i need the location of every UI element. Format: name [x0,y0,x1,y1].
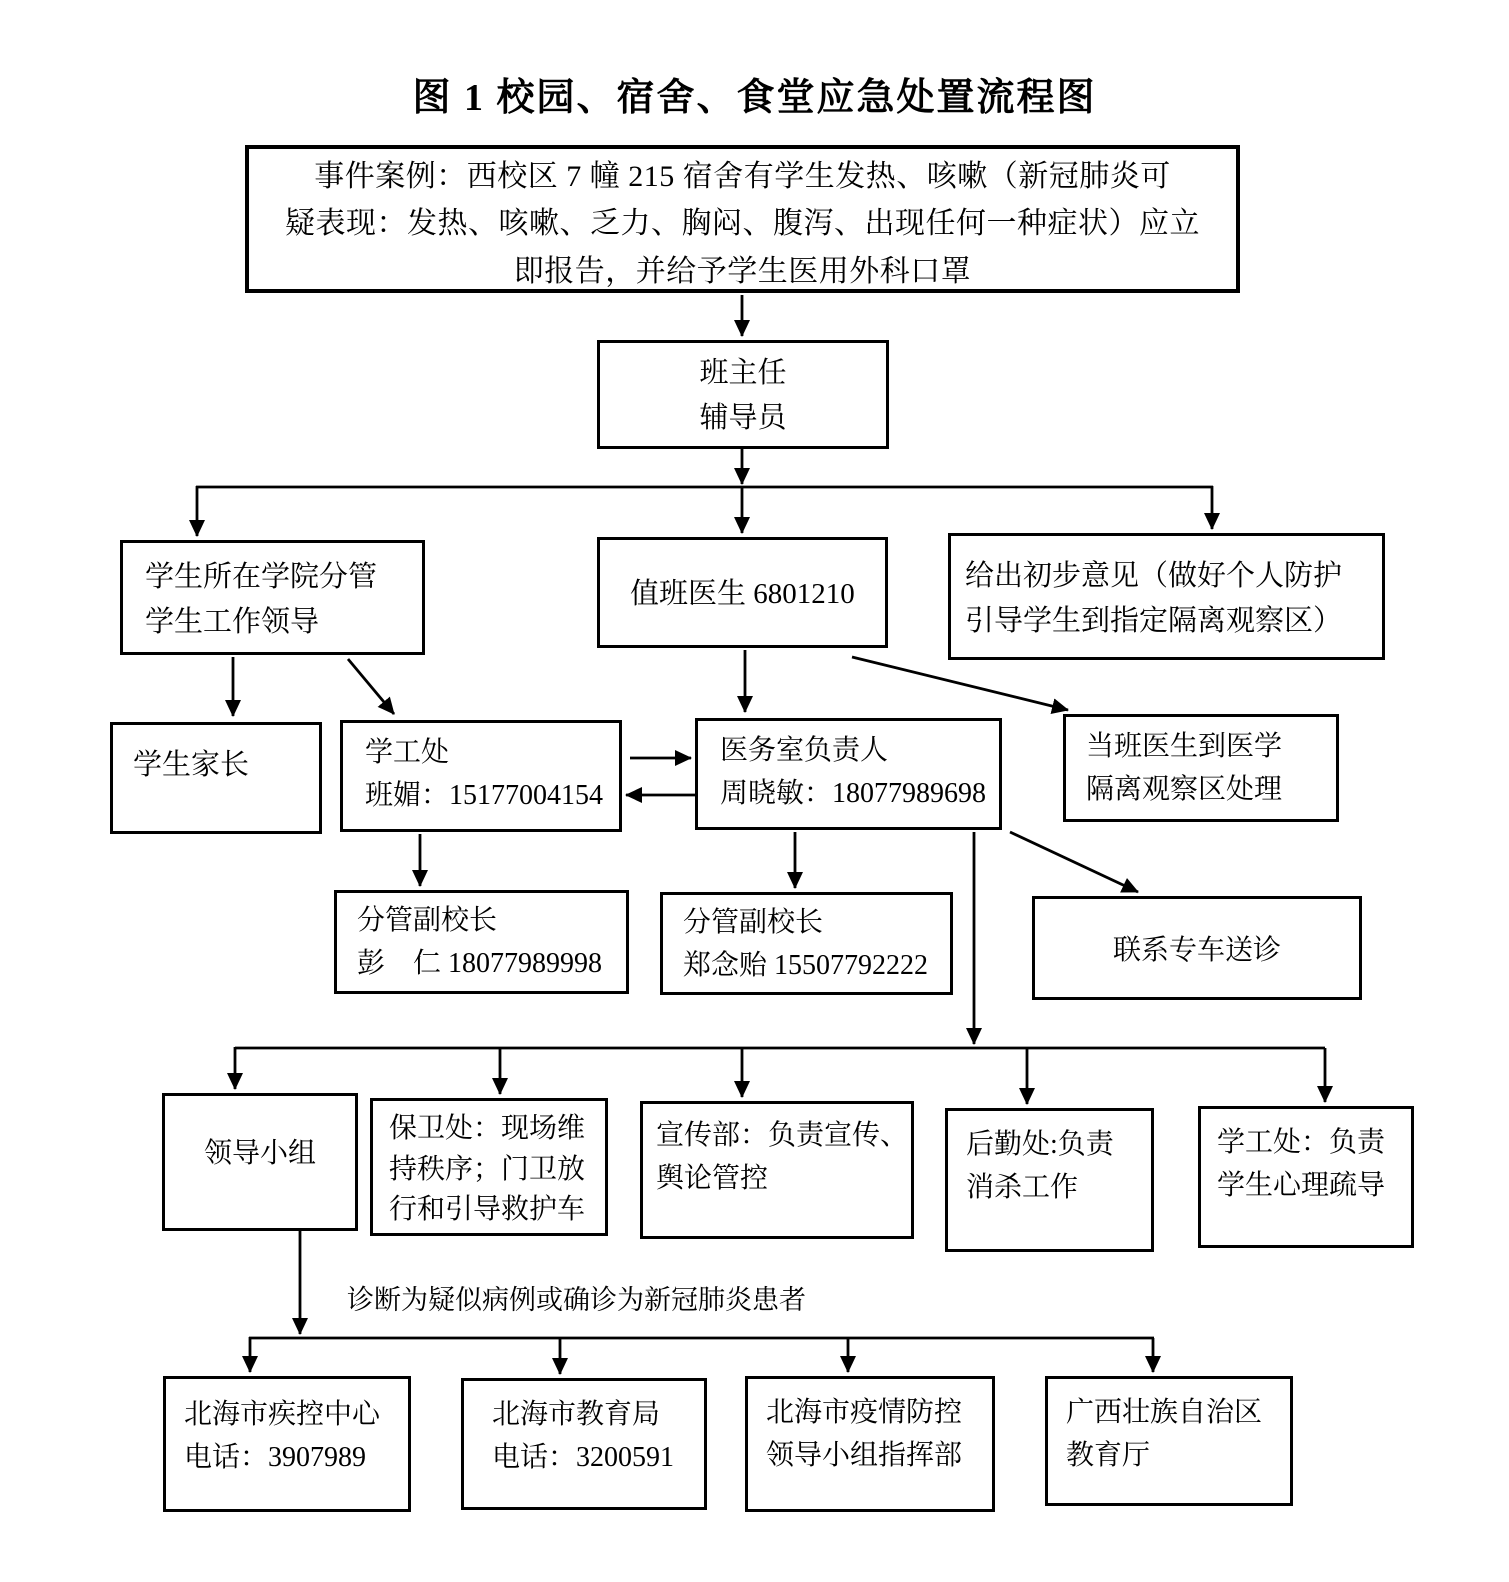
security-dept-box [370,1098,608,1236]
logistics-dept-line: 消杀工作 [966,1172,1079,1204]
gx-education-dept-line: 广西壮族自治区 [1066,1397,1263,1428]
logistics-dept-line: 后勤处:负责 [966,1129,1114,1160]
event-case-line: 事件案例：西校区 7 幢 215 宿舍有学生发热、咳嗽（新冠肺炎可 [314,160,1171,193]
student-parents-label: 学生家长 [133,749,250,781]
duty-doctor-label: 值班医生 6801210 [630,578,855,610]
epidemic-hq-line: 北海市疫情防控 [766,1397,963,1428]
propaganda-dept-line: 舆论管控 [656,1163,769,1195]
propaganda-dept-line: 宣传部：负责宣传、 [656,1120,909,1151]
vice-principal-peng-box [334,890,629,994]
vice-principal-zheng-box [660,892,953,995]
student-parents-box [110,722,322,834]
event-case-line: 即报告，并给予学生医用外科口罩 [513,254,972,288]
psychology-support-line: 学生心理疏导 [1217,1170,1386,1202]
education-bureau-line: 北海市教育局 [492,1399,661,1430]
gx-education-dept-box [1045,1376,1293,1506]
vice-principal-zheng-line: 分管副校长 [683,907,824,938]
gx-education-dept-line: 教育厅 [1066,1440,1151,1472]
duty-doctor-box [597,537,888,648]
initial-opinion-box [948,533,1385,660]
class-teacher-line: 班主任 [699,357,787,389]
medical-office-line: 医务室负责人 [720,735,889,766]
psychology-support-box [1198,1106,1414,1248]
college-leader-box [120,540,425,655]
onduty-doctor-box [1063,714,1339,822]
medical-office-line: 周晓敏：18077989698 [720,778,987,810]
leading-group-box [162,1093,358,1231]
education-bureau-box [461,1378,707,1510]
education-bureau-line: 电话：3200591 [492,1442,675,1474]
student-affairs-line: 学工处 [365,737,450,768]
medical-office-box [695,718,1002,830]
onduty-doctor-line: 隔离观察区处理 [1086,774,1283,806]
cdc-line: 北海市疾控中心 [184,1399,381,1430]
propaganda-dept-box [640,1101,914,1239]
event-case-line: 疑表现：发热、咳嗽、乏力、胸闷、腹泻、出现任何一种症状）应立 [285,207,1200,241]
security-dept-line: 保卫处：现场维 [389,1113,586,1144]
psychology-support-line: 学工处：负责 [1217,1127,1386,1158]
epidemic-hq-line: 领导小组指挥部 [766,1440,963,1472]
college-leader-line: 学生所在学院分管 [145,561,378,593]
initial-opinion-line: 引导学生到指定隔离观察区） [965,604,1343,637]
vice-principal-peng-line: 分管副校长 [357,905,498,936]
student-affairs-line: 班媚：15177004154 [365,780,604,812]
class-teacher-line: 辅导员 [699,401,787,434]
student-affairs-box [340,720,622,832]
vice-principal-zheng-line: 郑念贻 15507792222 [683,950,929,982]
flowchart-title: 图 1 校园、宿舍、食堂应急处置流程图 [412,77,1097,119]
special-car-box [1032,896,1362,1000]
class-teacher-box [597,340,889,449]
vice-principal-peng-line: 彭 仁 18077989998 [357,948,603,980]
epidemic-hq-box [745,1376,995,1512]
diagnosis-label: 诊断为疑似病例或确诊为新冠肺炎患者 [347,1285,806,1315]
cdc-box [163,1376,411,1512]
cdc-line: 电话：3907989 [184,1442,367,1474]
special-car-label: 联系专车送诊 [1112,935,1281,966]
security-dept-line: 持秩序；门卫放 [389,1153,586,1185]
initial-opinion-line: 给出初步意见（做好个人防护 [965,560,1343,592]
college-leader-line: 学生工作领导 [145,605,320,638]
leading-group-label: 领导小组 [203,1138,316,1169]
security-dept-line: 行和引导救护车 [389,1194,586,1226]
logistics-dept-box [945,1108,1154,1252]
onduty-doctor-line: 当班医生到医学 [1086,731,1283,762]
event-case-box [245,145,1240,293]
